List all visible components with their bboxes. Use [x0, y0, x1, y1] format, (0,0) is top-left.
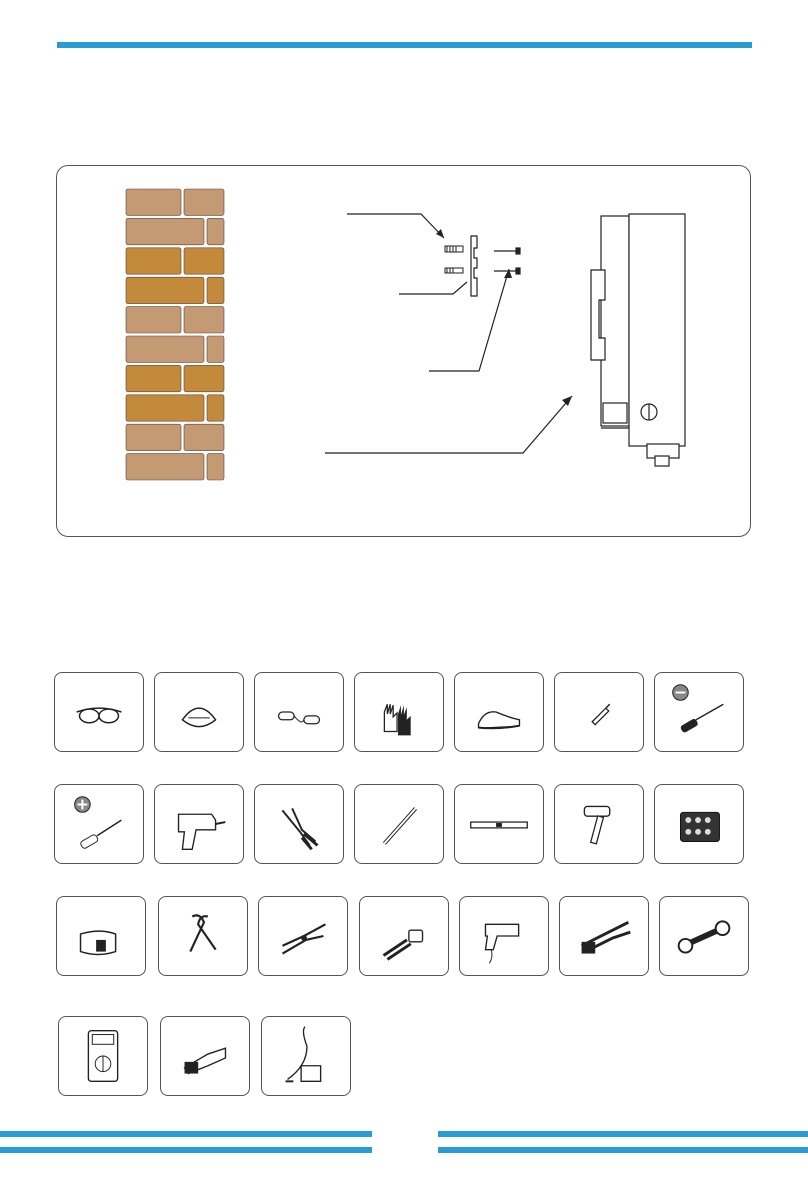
dust-mask-icon — [155, 673, 243, 751]
terminal-crimper-icon — [560, 897, 648, 975]
brick — [126, 395, 204, 421]
brick — [184, 424, 224, 450]
earplugs-icon — [255, 673, 343, 751]
tool-tile — [154, 672, 244, 752]
wire-cutter-icon — [259, 897, 347, 975]
tool-tile — [354, 672, 444, 752]
heat-gun-icon — [460, 897, 548, 975]
tool-tile — [154, 784, 244, 864]
vacuum-cleaner-icon — [262, 1017, 350, 1095]
brick — [126, 454, 204, 480]
slotted-screwdriver-icon — [655, 673, 743, 751]
multimeter-icon — [59, 1017, 147, 1095]
footer-rule-right-1 — [438, 1131, 808, 1137]
brick — [126, 307, 181, 333]
rubber-hammer-icon — [555, 785, 643, 863]
tool-tile — [359, 896, 449, 976]
tool-tile — [54, 672, 144, 752]
tool-tile — [559, 896, 649, 976]
tool-tile — [258, 896, 348, 976]
crimping-tool-icon — [360, 897, 448, 975]
tool-tile — [554, 672, 644, 752]
brick — [126, 189, 181, 215]
brick — [184, 307, 224, 333]
brick — [207, 336, 224, 362]
goggles-icon — [55, 673, 143, 751]
socket-wrench-set-icon — [655, 785, 743, 863]
pv-connector-wrench-icon — [660, 897, 748, 975]
installation-figure — [56, 165, 751, 537]
hammer-drill-icon — [155, 785, 243, 863]
spirit-level-icon — [455, 785, 543, 863]
tape-measure-icon — [57, 897, 145, 975]
header-rule — [57, 42, 752, 48]
brick — [184, 365, 224, 391]
tool-tile — [454, 672, 544, 752]
brick — [126, 248, 181, 274]
brick — [126, 424, 181, 450]
brick — [126, 365, 181, 391]
tool-tile — [454, 784, 544, 864]
tool-tile — [254, 672, 344, 752]
installation-drawing — [57, 166, 752, 538]
tool-tile — [261, 1016, 351, 1096]
arrowheads — [436, 229, 572, 406]
footer-rule-right-2 — [438, 1147, 808, 1153]
tool-tile — [160, 1016, 250, 1096]
tool-tile — [659, 896, 749, 976]
brick — [207, 454, 224, 480]
safety-shoes-icon — [455, 673, 543, 751]
footer-rule-left-2 — [0, 1147, 372, 1153]
brick-wall — [125, 188, 225, 482]
tool-tile — [58, 1016, 148, 1096]
tool-tile — [654, 784, 744, 864]
tool-tile — [554, 784, 644, 864]
brick — [207, 395, 224, 421]
marker-icon — [355, 785, 443, 863]
brick — [126, 277, 204, 303]
tool-tile — [459, 896, 549, 976]
cable-tie-crimper-icon — [161, 1017, 249, 1095]
wall-bracket-icon — [471, 236, 477, 296]
cross-screwdriver-icon — [55, 785, 143, 863]
tool-tile — [56, 896, 146, 976]
brick — [184, 189, 224, 215]
tool-tile — [54, 784, 144, 864]
wire-stripper-pliers-icon — [255, 785, 343, 863]
footer-rule-left-1 — [0, 1131, 372, 1137]
brick — [207, 218, 224, 244]
tool-tile — [654, 672, 744, 752]
tool-tile — [354, 784, 444, 864]
brick — [207, 277, 224, 303]
brick — [126, 218, 204, 244]
expansion-tube-icon — [445, 246, 463, 273]
diagonal-pliers-icon — [159, 897, 247, 975]
screw-icon — [494, 248, 520, 274]
inverter-icon — [591, 214, 685, 466]
gloves-icon — [355, 673, 443, 751]
tool-tile — [158, 896, 248, 976]
utility-knife-icon — [555, 673, 643, 751]
brick — [184, 248, 224, 274]
brick — [126, 336, 204, 362]
tool-tile — [254, 784, 344, 864]
